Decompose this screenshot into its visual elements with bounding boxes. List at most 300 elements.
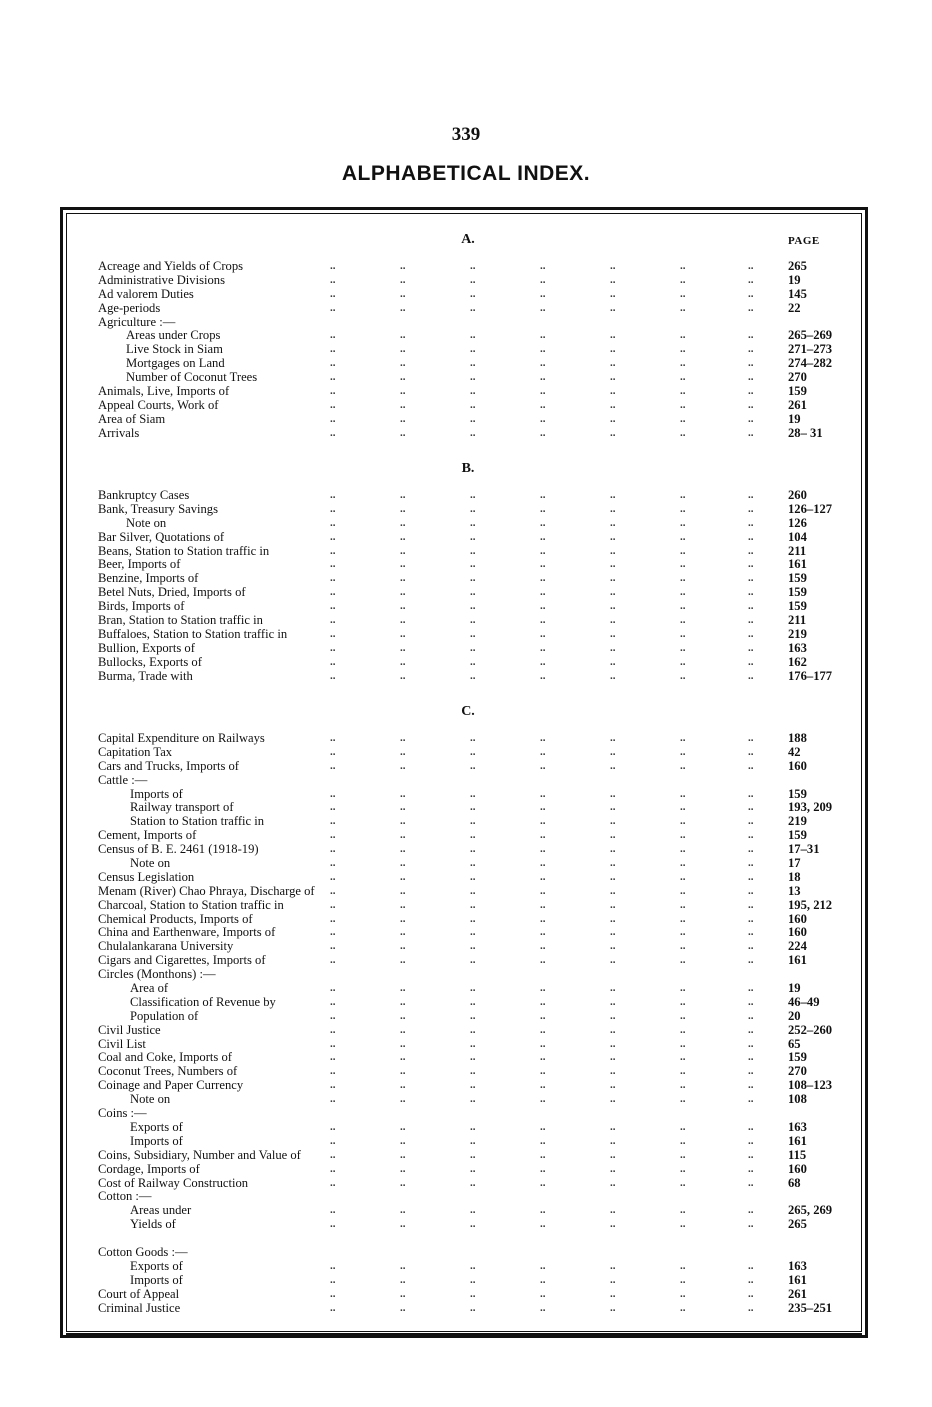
leader-dot: .. bbox=[330, 801, 336, 814]
index-entry bbox=[98, 926, 838, 940]
leader-dot: .. bbox=[680, 655, 686, 668]
entry-page: 108–123 bbox=[788, 1078, 833, 1093]
leader-dot: .. bbox=[540, 544, 546, 557]
leader-dot: .. bbox=[610, 1009, 616, 1022]
entry-page: 163 bbox=[788, 1258, 807, 1273]
index-entry bbox=[98, 746, 838, 760]
entry-page: 252–260 bbox=[788, 1022, 833, 1037]
leader-dot: .. bbox=[470, 1037, 476, 1050]
entry-label: Arrivals bbox=[98, 425, 140, 440]
leader-dot: .. bbox=[680, 371, 686, 384]
index-entry bbox=[98, 413, 838, 427]
entry-page: 219 bbox=[788, 626, 807, 641]
leader-dot: .. bbox=[680, 801, 686, 814]
leader-dot: .. bbox=[748, 287, 754, 300]
leader-dot: .. bbox=[470, 815, 476, 828]
leader-dot: .. bbox=[470, 787, 476, 800]
entry-label: Classification of Revenue by bbox=[130, 994, 276, 1009]
leader-dot: .. bbox=[540, 982, 546, 995]
leader-dot: .. bbox=[470, 1273, 476, 1286]
entry-label: Cordage, Imports of bbox=[98, 1161, 200, 1176]
leader-dot: .. bbox=[400, 1079, 406, 1092]
leader-dot: .. bbox=[748, 995, 754, 1008]
index-entry bbox=[98, 732, 838, 746]
leader-dot: .. bbox=[330, 655, 336, 668]
leader-dot: .. bbox=[748, 1079, 754, 1092]
leader-dot: .. bbox=[540, 884, 546, 897]
entry-page: 219 bbox=[788, 814, 807, 829]
index-entry bbox=[98, 1246, 838, 1260]
entry-list bbox=[98, 260, 838, 441]
entry-page: 265 bbox=[788, 1217, 807, 1232]
entry-label: China and Earthenware, Imports of bbox=[98, 925, 276, 940]
leader-dot: .. bbox=[680, 627, 686, 640]
leader-dot: .. bbox=[470, 343, 476, 356]
leader-dot: .. bbox=[470, 940, 476, 953]
leader-dot: .. bbox=[400, 940, 406, 953]
leader-dot: .. bbox=[610, 1301, 616, 1314]
leader-dot: .. bbox=[540, 489, 546, 501]
leader-dot: .. bbox=[610, 1120, 616, 1133]
leader-dot: .. bbox=[540, 586, 546, 599]
leader-dot: .. bbox=[748, 586, 754, 599]
entry-page: 211 bbox=[788, 543, 807, 558]
leader-dot: .. bbox=[470, 1023, 476, 1036]
leader-dot: .. bbox=[748, 516, 754, 529]
entry-label: Exports of bbox=[130, 1258, 183, 1273]
entry-page: 265, 269 bbox=[788, 1203, 833, 1218]
leader-dot: .. bbox=[680, 600, 686, 613]
leader-dot: .. bbox=[470, 357, 476, 370]
leader-dot: .. bbox=[330, 912, 336, 925]
leader-dot: .. bbox=[680, 641, 686, 654]
leader-dot: .. bbox=[540, 801, 546, 814]
leader-dot: .. bbox=[748, 954, 754, 967]
leader-dot: .. bbox=[540, 759, 546, 772]
leader-dot: .. bbox=[470, 954, 476, 967]
leader-dot: .. bbox=[330, 1120, 336, 1133]
leader-dot: .. bbox=[330, 1009, 336, 1022]
entry-page: 17–31 bbox=[788, 842, 820, 857]
entry-page: 46–49 bbox=[788, 994, 820, 1009]
leader-dot: .. bbox=[540, 926, 546, 939]
leader-dot: .. bbox=[400, 884, 406, 897]
leader-dot: .. bbox=[540, 627, 546, 640]
index-entry bbox=[98, 940, 838, 954]
index-entry bbox=[98, 1079, 838, 1093]
leader-dot: .. bbox=[748, 669, 754, 682]
leader-dot: .. bbox=[400, 572, 406, 585]
leader-dot: .. bbox=[610, 1287, 616, 1300]
leader-dot: .. bbox=[748, 759, 754, 772]
leader-dot: .. bbox=[748, 912, 754, 925]
entry-label: Coinage and Paper Currency bbox=[98, 1078, 244, 1093]
entry-label: Acreage and Yields of Crops bbox=[98, 259, 244, 273]
leader-dot: .. bbox=[540, 669, 546, 682]
leader-dot: .. bbox=[680, 1176, 686, 1189]
leader-dot: .. bbox=[470, 558, 476, 571]
leader-dot: .. bbox=[680, 301, 686, 314]
entry-label: Station to Station traffic in bbox=[130, 814, 265, 829]
leader-dot: .. bbox=[470, 1051, 476, 1064]
leader-dot: .. bbox=[330, 1148, 336, 1161]
leader-dot: .. bbox=[400, 398, 406, 411]
leader-dot: .. bbox=[680, 489, 686, 501]
entry-label: Civil List bbox=[98, 1036, 146, 1051]
leader-dot: .. bbox=[680, 544, 686, 557]
leader-dot: .. bbox=[748, 260, 754, 272]
leader-dot: .. bbox=[748, 870, 754, 883]
leader-dot: .. bbox=[470, 530, 476, 543]
leader-dot: .. bbox=[330, 260, 336, 272]
index-entry bbox=[98, 1190, 838, 1204]
leader-dot: .. bbox=[330, 273, 336, 286]
leader-dot: .. bbox=[748, 1120, 754, 1133]
leader-dot: .. bbox=[748, 329, 754, 342]
leader-dot: .. bbox=[400, 655, 406, 668]
leader-dot: .. bbox=[330, 1259, 336, 1272]
leader-dot: .. bbox=[610, 655, 616, 668]
leader-dot: .. bbox=[680, 614, 686, 627]
leader-dot: .. bbox=[330, 669, 336, 682]
leader-dot: .. bbox=[540, 516, 546, 529]
leader-dot: .. bbox=[610, 412, 616, 425]
index-entry bbox=[98, 996, 838, 1010]
entry-page: 160 bbox=[788, 925, 807, 940]
leader-dot: .. bbox=[748, 787, 754, 800]
leader-dot: .. bbox=[540, 843, 546, 856]
leader-dot: .. bbox=[610, 745, 616, 758]
leader-dot: .. bbox=[330, 614, 336, 627]
leader-dot: .. bbox=[540, 1134, 546, 1147]
leader-dot: .. bbox=[680, 329, 686, 342]
entry-label: Cars and Trucks, Imports of bbox=[98, 758, 239, 773]
entry-page: 159 bbox=[788, 786, 807, 801]
leader-dot: .. bbox=[330, 732, 336, 744]
entry-page: 224 bbox=[788, 939, 807, 954]
leader-dot: .. bbox=[540, 954, 546, 967]
leader-dot: .. bbox=[330, 1162, 336, 1175]
leader-dot: .. bbox=[470, 600, 476, 613]
bottom-rule bbox=[66, 1333, 862, 1336]
entry-label: Betel Nuts, Dried, Imports of bbox=[98, 585, 246, 600]
entry-page: 68 bbox=[788, 1175, 801, 1190]
leader-dot: .. bbox=[330, 572, 336, 585]
leader-dot: .. bbox=[748, 572, 754, 585]
leader-dot: .. bbox=[748, 801, 754, 814]
leader-dot: .. bbox=[610, 815, 616, 828]
entry-page: 159 bbox=[788, 828, 807, 843]
leader-dot: .. bbox=[470, 870, 476, 883]
leader-dot: .. bbox=[540, 260, 546, 272]
entry-page: 20 bbox=[788, 1008, 801, 1023]
leader-dot: .. bbox=[680, 1134, 686, 1147]
index-entry bbox=[98, 329, 838, 343]
leader-dot: .. bbox=[748, 1259, 754, 1272]
leader-dot: .. bbox=[330, 940, 336, 953]
leader-dot: .. bbox=[330, 558, 336, 571]
leader-dot: .. bbox=[470, 1204, 476, 1217]
leader-dot: .. bbox=[748, 884, 754, 897]
leader-dot: .. bbox=[470, 329, 476, 342]
entry-page: 65 bbox=[788, 1036, 801, 1051]
leader-dot: .. bbox=[540, 412, 546, 425]
leader-dot: .. bbox=[400, 357, 406, 370]
leader-dot: .. bbox=[330, 530, 336, 543]
leader-dot: .. bbox=[540, 426, 546, 439]
entry-label: Charcoal, Station to Station traffic in bbox=[98, 897, 284, 912]
entry-page: 22 bbox=[788, 300, 801, 315]
leader-dot: .. bbox=[400, 600, 406, 613]
leader-dot: .. bbox=[400, 301, 406, 314]
index-entry bbox=[98, 1121, 838, 1135]
leader-dot: .. bbox=[680, 912, 686, 925]
leader-dot: .. bbox=[610, 669, 616, 682]
leader-dot: .. bbox=[748, 1148, 754, 1161]
leader-dot: .. bbox=[610, 787, 616, 800]
leader-dot: .. bbox=[470, 385, 476, 398]
leader-dot: .. bbox=[330, 329, 336, 342]
leader-dot: .. bbox=[400, 544, 406, 557]
entry-page: 161 bbox=[788, 953, 807, 968]
leader-dot: .. bbox=[400, 371, 406, 384]
leader-dot: .. bbox=[400, 385, 406, 398]
entry-label: Burma, Trade with bbox=[98, 668, 193, 683]
leader-dot: .. bbox=[470, 544, 476, 557]
leader-dot: .. bbox=[540, 1259, 546, 1272]
leader-dot: .. bbox=[400, 1093, 406, 1106]
leader-dot: .. bbox=[680, 1218, 686, 1231]
leader-dot: .. bbox=[330, 1079, 336, 1092]
leader-dot: .. bbox=[680, 787, 686, 800]
leader-dot: .. bbox=[680, 857, 686, 870]
leader-dot: .. bbox=[540, 1023, 546, 1036]
entry-page: 265–269 bbox=[788, 328, 833, 343]
leader-dot: .. bbox=[680, 1204, 686, 1217]
entry-label: Note on bbox=[130, 856, 171, 871]
leader-dot: .. bbox=[540, 301, 546, 314]
leader-dot: .. bbox=[680, 273, 686, 286]
leader-dot: .. bbox=[470, 801, 476, 814]
leader-dot: .. bbox=[748, 982, 754, 995]
entry-label: Live Stock in Siam bbox=[126, 342, 223, 357]
leader-dot: .. bbox=[330, 641, 336, 654]
index-entry bbox=[98, 1232, 838, 1246]
index-entry bbox=[98, 614, 838, 628]
leader-dot: .. bbox=[748, 829, 754, 842]
index-entry bbox=[98, 357, 838, 371]
entry-label: Buffaloes, Station to Station traffic in bbox=[98, 626, 288, 641]
leader-dot: .. bbox=[400, 787, 406, 800]
index-entry bbox=[98, 1204, 838, 1218]
leader-dot: .. bbox=[540, 558, 546, 571]
leader-dot: .. bbox=[610, 995, 616, 1008]
leader-dot: .. bbox=[330, 544, 336, 557]
entry-page: 19 bbox=[788, 981, 801, 996]
entry-page: 108 bbox=[788, 1092, 807, 1107]
page-number: 339 bbox=[451, 124, 481, 145]
leader-dot: .. bbox=[610, 1079, 616, 1092]
index-entry bbox=[98, 1051, 838, 1065]
leader-dot: .. bbox=[540, 398, 546, 411]
leader-dot: .. bbox=[330, 426, 336, 439]
entry-label: Coal and Coke, Imports of bbox=[98, 1050, 232, 1065]
entry-label: Area of Siam bbox=[98, 411, 166, 426]
leader-dot: .. bbox=[680, 502, 686, 515]
index-entry bbox=[98, 371, 838, 385]
leader-dot: .. bbox=[748, 1023, 754, 1036]
leader-dot: .. bbox=[540, 343, 546, 356]
leader-dot: .. bbox=[540, 530, 546, 543]
entry-label: Bullocks, Exports of bbox=[98, 654, 202, 669]
index-entry bbox=[98, 843, 838, 857]
leader-dot: .. bbox=[610, 926, 616, 939]
leader-dot: .. bbox=[400, 954, 406, 967]
leader-dot: .. bbox=[400, 329, 406, 342]
index-entry bbox=[98, 427, 838, 441]
section-letter: C. bbox=[461, 704, 475, 719]
leader-dot: .. bbox=[330, 1051, 336, 1064]
leader-dot: .. bbox=[748, 1204, 754, 1217]
leader-dot: .. bbox=[540, 614, 546, 627]
leader-dot: .. bbox=[610, 732, 616, 744]
entry-page: 160 bbox=[788, 911, 807, 926]
entry-label: Note on bbox=[126, 515, 167, 530]
leader-dot: .. bbox=[330, 489, 336, 501]
leader-dot: .. bbox=[470, 669, 476, 682]
entry-page: 162 bbox=[788, 654, 807, 669]
leader-dot: .. bbox=[540, 287, 546, 300]
leader-dot: .. bbox=[540, 857, 546, 870]
leader-dot: .. bbox=[540, 1009, 546, 1022]
index-entry bbox=[98, 801, 838, 815]
entry-page: 159 bbox=[788, 585, 807, 600]
leader-dot: .. bbox=[400, 1273, 406, 1286]
leader-dot: .. bbox=[610, 829, 616, 842]
leader-dot: .. bbox=[748, 530, 754, 543]
leader-dot: .. bbox=[470, 287, 476, 300]
leader-dot: .. bbox=[680, 530, 686, 543]
leader-dot: .. bbox=[540, 1037, 546, 1050]
leader-dot: .. bbox=[400, 732, 406, 744]
index-entry bbox=[98, 1107, 838, 1121]
leader-dot: .. bbox=[330, 787, 336, 800]
leader-dot: .. bbox=[470, 1176, 476, 1189]
leader-dot: .. bbox=[470, 857, 476, 870]
leader-dot: .. bbox=[680, 732, 686, 744]
leader-dot: .. bbox=[470, 502, 476, 515]
entry-page: 159 bbox=[788, 384, 807, 399]
leader-dot: .. bbox=[330, 982, 336, 995]
index-entry bbox=[98, 302, 838, 316]
leader-dot: .. bbox=[748, 641, 754, 654]
index-entry bbox=[98, 670, 838, 684]
leader-dot: .. bbox=[330, 745, 336, 758]
leader-dot: .. bbox=[470, 1093, 476, 1106]
leader-dot: .. bbox=[540, 1287, 546, 1300]
entry-page: 145 bbox=[788, 286, 807, 301]
leader-dot: .. bbox=[470, 898, 476, 911]
leader-dot: .. bbox=[400, 1287, 406, 1300]
leader-dot: .. bbox=[400, 1037, 406, 1050]
leader-dot: .. bbox=[400, 627, 406, 640]
entry-label: Imports of bbox=[130, 786, 183, 801]
leader-dot: .. bbox=[540, 1273, 546, 1286]
leader-dot: .. bbox=[470, 398, 476, 411]
entry-label: Cement, Imports of bbox=[98, 828, 197, 843]
leader-dot: .. bbox=[680, 884, 686, 897]
index-entry bbox=[98, 316, 838, 330]
entry-label: Agriculture :— bbox=[98, 314, 176, 329]
leader-dot: .. bbox=[470, 1287, 476, 1300]
entry-page: 161 bbox=[788, 557, 807, 572]
index-entry bbox=[98, 829, 838, 843]
leader-dot: .. bbox=[610, 1134, 616, 1147]
leader-dot: .. bbox=[400, 759, 406, 772]
index-entry bbox=[98, 260, 838, 274]
entry-page: 211 bbox=[788, 613, 807, 628]
leader-dot: .. bbox=[330, 516, 336, 529]
leader-dot: .. bbox=[610, 843, 616, 856]
leader-dot: .. bbox=[470, 641, 476, 654]
entry-page: 19 bbox=[788, 272, 801, 287]
leader-dot: .. bbox=[470, 995, 476, 1008]
leader-dot: .. bbox=[540, 898, 546, 911]
leader-dot: .. bbox=[680, 745, 686, 758]
leader-dot: .. bbox=[610, 260, 616, 272]
entry-label: Coins :— bbox=[98, 1106, 147, 1121]
leader-dot: .. bbox=[540, 1051, 546, 1064]
leader-dot: .. bbox=[680, 1259, 686, 1272]
index-entry bbox=[98, 656, 838, 670]
leader-dot: .. bbox=[400, 1023, 406, 1036]
entry-page: 270 bbox=[788, 1064, 807, 1079]
index-entry bbox=[98, 1024, 838, 1038]
leader-dot: .. bbox=[470, 982, 476, 995]
leader-dot: .. bbox=[680, 260, 686, 272]
leader-dot: .. bbox=[470, 1162, 476, 1175]
leader-dot: .. bbox=[400, 1051, 406, 1064]
entry-page: 126–127 bbox=[788, 501, 833, 516]
leader-dot: .. bbox=[330, 600, 336, 613]
leader-dot: .. bbox=[470, 829, 476, 842]
index-entry bbox=[98, 1177, 838, 1191]
leader-dot: .. bbox=[680, 385, 686, 398]
entry-label: Bran, Station to Station traffic in bbox=[98, 613, 263, 628]
entry-page: 176–177 bbox=[788, 668, 833, 683]
leader-dot: .. bbox=[610, 627, 616, 640]
leader-dot: .. bbox=[330, 343, 336, 356]
entry-label: Benzine, Imports of bbox=[98, 571, 199, 586]
entry-page: 13 bbox=[788, 883, 801, 898]
entry-page: 159 bbox=[788, 571, 807, 586]
leader-dot: .. bbox=[680, 940, 686, 953]
leader-dot: .. bbox=[400, 586, 406, 599]
index-entry bbox=[98, 1093, 838, 1107]
leader-dot: .. bbox=[748, 1009, 754, 1022]
entry-label: Birds, Imports of bbox=[98, 599, 185, 614]
leader-dot: .. bbox=[470, 572, 476, 585]
leader-dot: .. bbox=[470, 1079, 476, 1092]
leader-dot: .. bbox=[610, 273, 616, 286]
index-entry bbox=[98, 288, 838, 302]
leader-dot: .. bbox=[400, 1301, 406, 1314]
leader-dot: .. bbox=[610, 385, 616, 398]
leader-dot: .. bbox=[470, 516, 476, 529]
entry-label: Imports of bbox=[130, 1133, 183, 1148]
leader-dot: .. bbox=[400, 1009, 406, 1022]
index-entry bbox=[98, 1218, 838, 1232]
